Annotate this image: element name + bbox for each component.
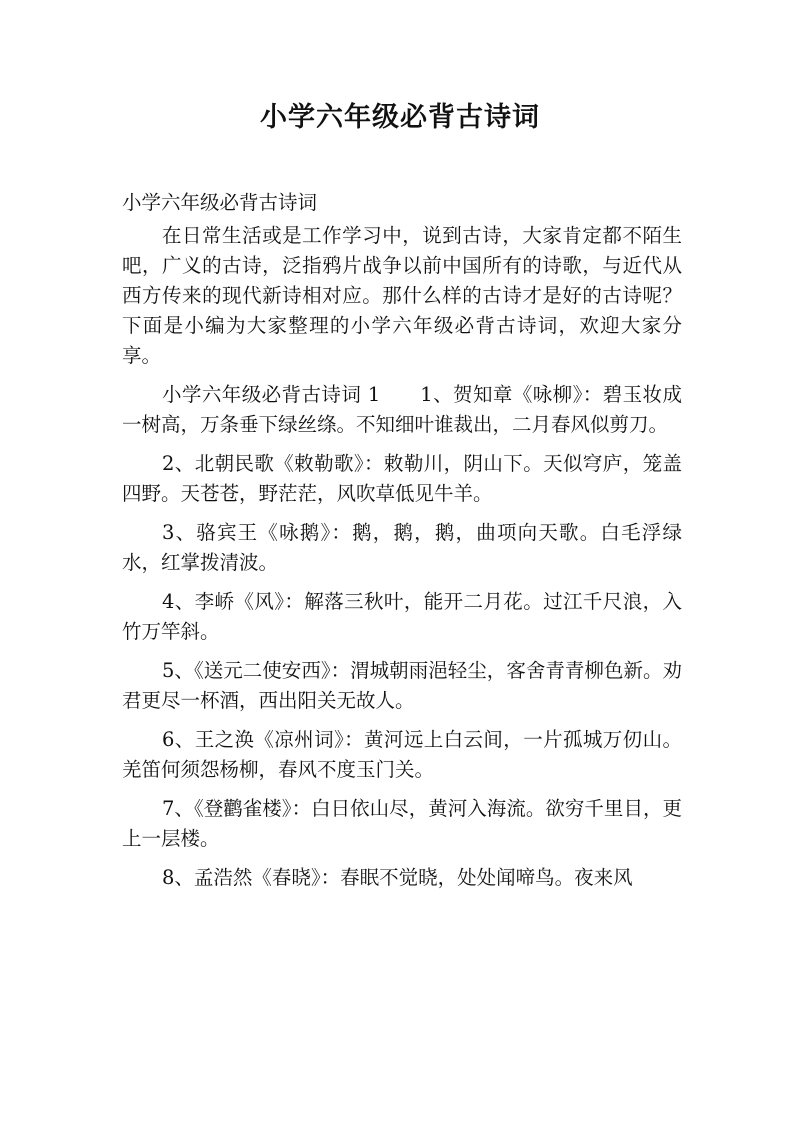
intro-paragraph: 在日常生活或是工作学习中，说到古诗，大家肯定都不陌生吧，广义的古诗，泛指鸦片战争以前中国所有的诗歌，与近代从西方传来的现代新诗相对应。那什么样的古诗才是好的古诗呢？下面是小编为大家整理的小学六年级必背古诗词，欢迎大家分享。 xyxy=(122,224,682,367)
section-paragraph xyxy=(122,380,682,440)
section-heading: 小学六年级必背古诗词 1 xyxy=(162,383,381,406)
poem-3: 3、骆宾王《咏鹅》：鹅，鹅，鹅，曲项向天歌。白毛浮绿水，红掌拨清波。 xyxy=(122,521,682,574)
poem-1: 1、贺知章《咏柳》：碧玉妆成一树高，万条垂下绿丝绦。不知细叶谁裁出，二月春风似剪刀。 xyxy=(122,383,682,436)
document-body xyxy=(122,188,682,902)
poem-7: 7、《登鹳雀楼》：白日依山尽，黄河入海流。欲穷千里目，更上一层楼。 xyxy=(122,797,682,850)
poem-6: 6、王之涣《凉州词》：黄河远上白云间，一片孤城万仞山。羌笛何须怨杨柳，春风不度玉门关。 xyxy=(122,728,682,781)
document-title: 小学六年级必背古诗词 xyxy=(260,102,540,133)
poem-4: 4、李峤《风》：解落三秋叶，能开二月花。过江千尺浪，入竹万竿斜。 xyxy=(122,590,682,643)
subtitle: 小学六年级必背古诗词 xyxy=(122,191,318,214)
poem-5: 5、《送元二使安西》：渭城朝雨浥轻尘，客舍青青柳色新。劝君更尽一杯酒，西出阳关无故人。 xyxy=(122,659,682,712)
poem-2: 2、北朝民歌《敕勒歌》：敕勒川，阴山下。天似穹庐，笼盖四野。天苍苍，野茫茫，风吹草低见牛羊。 xyxy=(122,452,682,505)
poem-8: 8、孟浩然《春晓》：春眠不觉晓，处处闻啼鸟。夜来风 xyxy=(162,866,633,889)
